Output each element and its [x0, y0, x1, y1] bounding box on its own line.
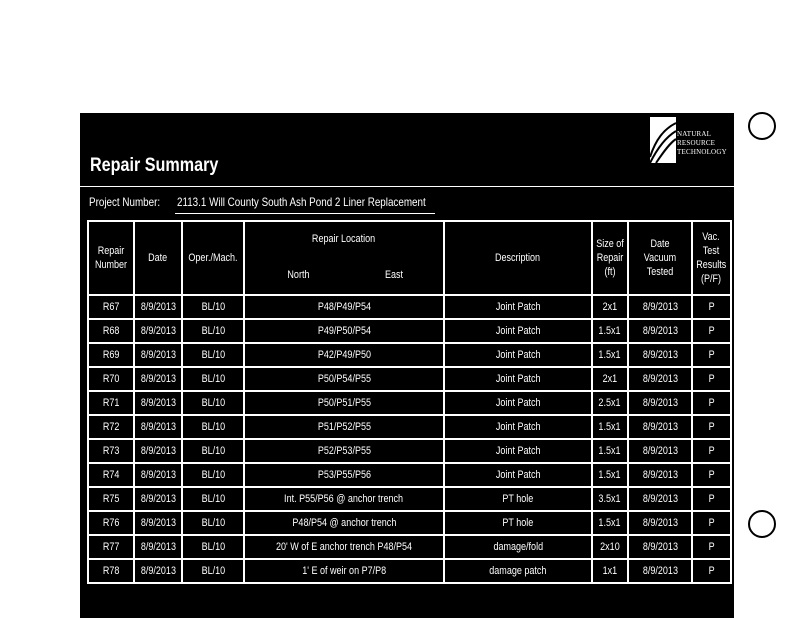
cell-repair-number: R73 [88, 439, 134, 463]
table-row [88, 511, 731, 535]
cell-date: 8/9/2013 [134, 319, 182, 343]
cell-date: 8/9/2013 [134, 295, 182, 319]
cell-date: 8/9/2013 [134, 487, 182, 511]
cell-location: P42/P49/P50 [244, 343, 444, 367]
cell-date-vacuum: 8/9/2013 [628, 295, 692, 319]
cell-repair-number: R67 [88, 295, 134, 319]
cell-date-vacuum: 8/9/2013 [628, 343, 692, 367]
logo-text [677, 130, 727, 157]
cell-size: 1x1 [592, 559, 628, 583]
cell-date: 8/9/2013 [134, 535, 182, 559]
table-row [88, 559, 731, 583]
cell-location: P52/P53/P55 [244, 439, 444, 463]
logo-line-3: TECHNOLOGY [677, 148, 727, 156]
cell-repair-number: R76 [88, 511, 134, 535]
cell-oper-mach: BL/10 [182, 367, 244, 391]
table-row [88, 535, 731, 559]
cell-oper-mach: BL/10 [182, 295, 244, 319]
cell-location: P51/P52/P55 [244, 415, 444, 439]
cell-result: P [692, 295, 731, 319]
cell-oper-mach: BL/10 [182, 439, 244, 463]
table-row [88, 343, 731, 367]
cell-location: P50/P51/P55 [244, 391, 444, 415]
cell-size: 2x1 [592, 367, 628, 391]
cell-date-vacuum: 8/9/2013 [628, 511, 692, 535]
cell-location: P48/P49/P54 [244, 295, 444, 319]
cell-repair-number: R71 [88, 391, 134, 415]
header-east: East [384, 269, 403, 281]
header-repair-location: Repair Location North East [244, 221, 444, 295]
cell-repair-number: R72 [88, 415, 134, 439]
cell-description: Joint Patch [444, 295, 592, 319]
cell-repair-number: R74 [88, 463, 134, 487]
cell-size: 1.5x1 [592, 463, 628, 487]
cell-date-vacuum: 8/9/2013 [628, 415, 692, 439]
cell-description: Joint Patch [444, 319, 592, 343]
table-row [88, 295, 731, 319]
table-row [88, 463, 731, 487]
table-row [88, 439, 731, 463]
header-oper-mach: Oper./Mach. [182, 221, 244, 295]
cell-date: 8/9/2013 [134, 391, 182, 415]
cell-description: Joint Patch [444, 343, 592, 367]
cell-oper-mach: BL/10 [182, 511, 244, 535]
table-row [88, 487, 731, 511]
punch-hole-top [748, 112, 776, 140]
cell-oper-mach: BL/10 [182, 535, 244, 559]
project-number-value: 2113.1 Will County South Ash Pond 2 Liner Replacement [177, 195, 426, 209]
cell-description: Joint Patch [444, 367, 592, 391]
cell-description: Joint Patch [444, 415, 592, 439]
cell-location: 20' W of E anchor trench P48/P54 [244, 535, 444, 559]
cell-oper-mach: BL/10 [182, 415, 244, 439]
project-number-label: Project Number: [89, 195, 161, 209]
cell-date: 8/9/2013 [134, 415, 182, 439]
cell-result: P [692, 391, 731, 415]
cell-size: 1.5x1 [592, 415, 628, 439]
cell-result: P [692, 415, 731, 439]
header-size: Size of Repair (ft) [592, 221, 628, 295]
cell-oper-mach: BL/10 [182, 343, 244, 367]
cell-oper-mach: BL/10 [182, 487, 244, 511]
cell-date-vacuum: 8/9/2013 [628, 559, 692, 583]
cell-size: 1.5x1 [592, 511, 628, 535]
cell-date-vacuum: 8/9/2013 [628, 439, 692, 463]
cell-repair-number: R70 [88, 367, 134, 391]
cell-date: 8/9/2013 [134, 511, 182, 535]
cell-result: P [692, 535, 731, 559]
cell-result: P [692, 439, 731, 463]
header-divider [80, 186, 734, 187]
cell-repair-number: R77 [88, 535, 134, 559]
cell-result: P [692, 343, 731, 367]
cell-size: 3.5x1 [592, 487, 628, 511]
table-row [88, 415, 731, 439]
cell-date: 8/9/2013 [134, 559, 182, 583]
header-date: Date [134, 221, 182, 295]
cell-size: 1.5x1 [592, 439, 628, 463]
company-logo [648, 117, 734, 169]
table-row [88, 319, 731, 343]
cell-location: P49/P50/P54 [244, 319, 444, 343]
cell-description: PT hole [444, 487, 592, 511]
cell-description: Joint Patch [444, 391, 592, 415]
cell-repair-number: R78 [88, 559, 134, 583]
punch-hole-bottom [748, 510, 776, 538]
cell-location: P50/P54/P55 [244, 367, 444, 391]
cell-result: P [692, 511, 731, 535]
cell-description: Joint Patch [444, 439, 592, 463]
header-repair-number: Repair Number [88, 221, 134, 295]
cell-location: Int. P55/P56 @ anchor trench [244, 487, 444, 511]
cell-size: 2x1 [592, 295, 628, 319]
cell-result: P [692, 319, 731, 343]
logo-line-1: NATURAL [677, 130, 712, 138]
cell-date-vacuum: 8/9/2013 [628, 391, 692, 415]
cell-oper-mach: BL/10 [182, 463, 244, 487]
cell-date-vacuum: 8/9/2013 [628, 487, 692, 511]
cell-location: P53/P55/P56 [244, 463, 444, 487]
cell-date: 8/9/2013 [134, 343, 182, 367]
cell-oper-mach: BL/10 [182, 319, 244, 343]
cell-date-vacuum: 8/9/2013 [628, 367, 692, 391]
cell-size: 2x10 [592, 535, 628, 559]
repair-summary-sheet [80, 113, 734, 618]
header-vac-results: Vac. Test Results (P/F) [692, 221, 731, 295]
cell-description: Joint Patch [444, 463, 592, 487]
cell-date: 8/9/2013 [134, 367, 182, 391]
cell-result: P [692, 559, 731, 583]
cell-result: P [692, 487, 731, 511]
table-row [88, 391, 731, 415]
cell-size: 1.5x1 [592, 319, 628, 343]
cell-result: P [692, 463, 731, 487]
cell-description: damage/fold [444, 535, 592, 559]
cell-oper-mach: BL/10 [182, 559, 244, 583]
header-description: Description [444, 221, 592, 295]
cell-oper-mach: BL/10 [182, 391, 244, 415]
cell-repair-number: R69 [88, 343, 134, 367]
header-north: North [287, 269, 310, 281]
cell-size: 2.5x1 [592, 391, 628, 415]
cell-date: 8/9/2013 [134, 439, 182, 463]
cell-location: 1' E of weir on P7/P8 [244, 559, 444, 583]
table-row [88, 367, 731, 391]
cell-repair-number: R75 [88, 487, 134, 511]
header-date-vacuum: Date Vacuum Tested [628, 221, 692, 295]
document-title: Repair Summary [90, 155, 219, 176]
cell-repair-number: R68 [88, 319, 134, 343]
table-header-row [88, 221, 731, 295]
cell-description: damage patch [444, 559, 592, 583]
cell-date-vacuum: 8/9/2013 [628, 319, 692, 343]
cell-date-vacuum: 8/9/2013 [628, 535, 692, 559]
cell-date-vacuum: 8/9/2013 [628, 463, 692, 487]
cell-location: P48/P54 @ anchor trench [244, 511, 444, 535]
cell-description: PT hole [444, 511, 592, 535]
repair-table [87, 220, 732, 584]
cell-result: P [692, 367, 731, 391]
project-underline [175, 213, 435, 214]
cell-date: 8/9/2013 [134, 463, 182, 487]
cell-size: 1.5x1 [592, 343, 628, 367]
logo-line-2: RESOURCE [677, 139, 716, 147]
